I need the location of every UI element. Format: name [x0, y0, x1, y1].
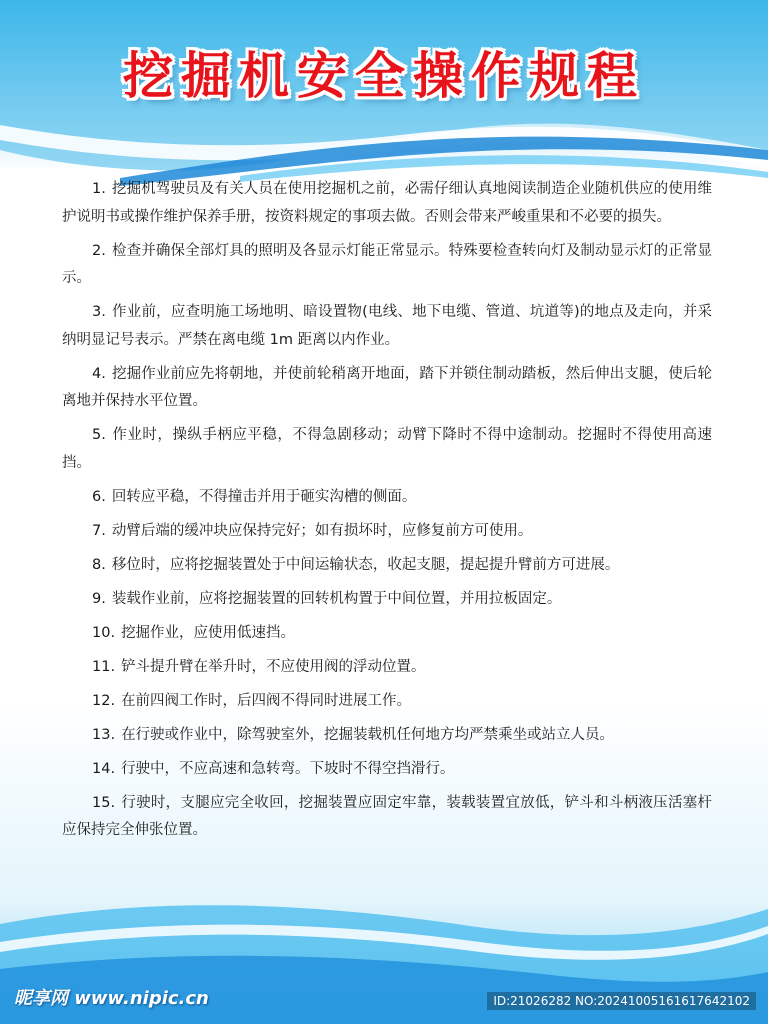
- rules-list: [62, 176, 712, 851]
- rule-item: 14. 行驶中，不应高速和急转弯。下坡时不得空挡滑行。: [92, 760, 455, 777]
- rule-item: 3. 作业前，应查明施工场地明、暗设置物(电线、地下电缆、管道、坑道等)的地点及走向，并采纳明显记号表示。严禁在离电缆 1m 距离以内作业。: [62, 304, 712, 348]
- page-title: 挖掘机安全操作规程: [123, 47, 645, 105]
- rule-item: 9. 装载作业前，应将挖掘装置的回转机构置于中间位置，并用拉板固定。: [92, 590, 562, 607]
- rule-item: 13. 在行驶或作业中，除驾驶室外，挖掘装载机任何地方均严禁乘坐或站立人员。: [92, 726, 615, 743]
- watermark-logo: 昵享网 www.nipic.cn: [14, 988, 209, 1009]
- rule-item: 1. 挖掘机驾驶员及有关人员在使用挖掘机之前，必需仔细认真地阅读制造企业随机供应的使用维护说明书或操作维护保养手册，按资料规定的事项去做。否则会带来严峻重果和不必要的损失。: [62, 181, 712, 225]
- rule-item: 2. 检查并确保全部灯具的照明及各显示灯能正常显示。特殊要检查转向灯及制动显示灯的正常显示。: [62, 242, 712, 286]
- image-id-label: ID:21026282 NO:20241005161617642102: [487, 992, 756, 1010]
- rule-item: 6. 回转应平稳，不得撞击并用于砸实沟槽的侧面。: [92, 488, 417, 505]
- rule-item: 12. 在前四阀工作时，后四阀不得同时进展工作。: [92, 692, 412, 709]
- rule-item: 5. 作业时，操纵手柄应平稳，不得急剧移动；动臂下降时不得中途制动。挖掘时不得使用高速挡。: [62, 427, 712, 471]
- rule-item: 11. 铲斗提升臂在举升时，不应使用阀的浮动位置。: [92, 658, 426, 675]
- rule-item: 7. 动臂后端的缓冲块应保持完好；如有损坏时，应修复前方可使用。: [92, 522, 533, 539]
- rule-item: 8. 移位时，应将挖掘装置处于中间运输状态，收起支腿，提起提升臂前方可进展。: [92, 556, 620, 573]
- rule-item: 4. 挖掘作业前应先将朝地，并使前轮稍离开地面，踏下并锁住制动踏板，然后伸出支腿，使后轮离地并保持水平位置。: [62, 365, 712, 409]
- rule-item: 10. 挖掘作业，应使用低速挡。: [92, 624, 296, 641]
- rule-item: 15. 行驶时，支腿应完全收回，挖掘装置应固定牢靠，装载装置宜放低，铲斗和斗柄液压活塞杆应保持完全伸张位置。: [62, 794, 712, 838]
